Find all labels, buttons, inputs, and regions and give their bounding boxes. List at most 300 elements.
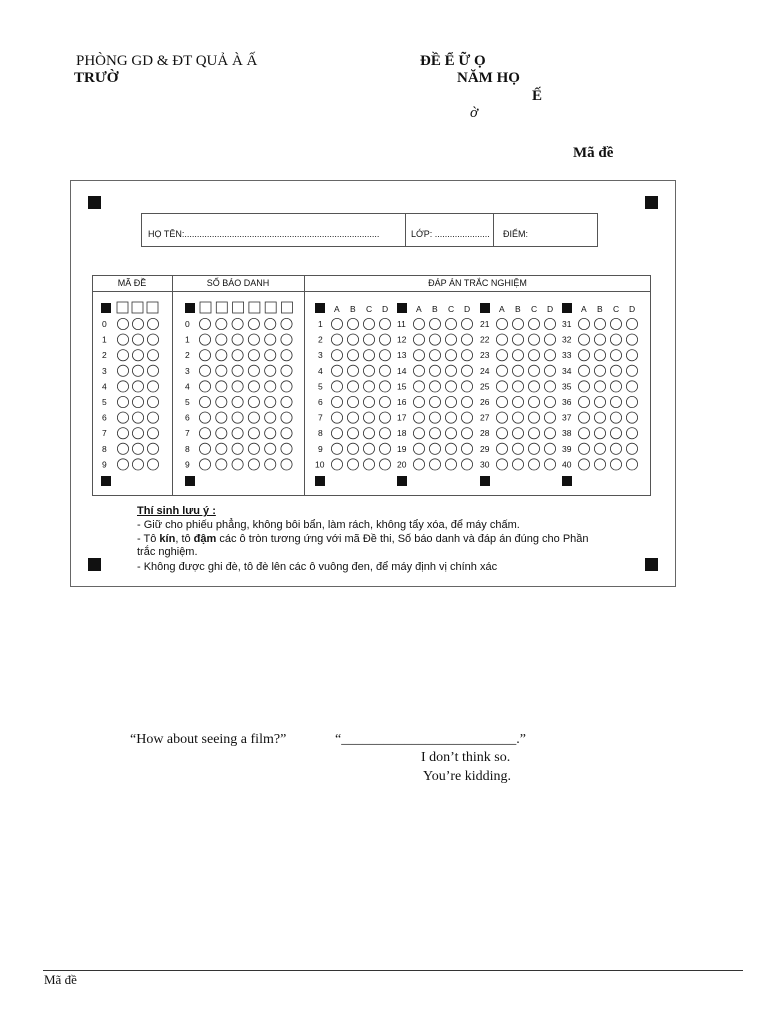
answer-bubble — [528, 428, 539, 439]
question-number: 9 — [318, 443, 323, 454]
question-number: 26 — [480, 397, 490, 407]
code-entry-box — [147, 302, 158, 313]
candidate-bubble — [265, 318, 276, 329]
answer-bubble — [512, 428, 523, 439]
answer-bubble — [594, 412, 605, 423]
notes-text: , tô — [175, 533, 194, 545]
answer-bubble — [610, 428, 621, 439]
candidate-bubble — [248, 365, 259, 376]
question-number: 18 — [397, 428, 407, 439]
code-bubble — [147, 318, 158, 329]
answer-bubble — [347, 396, 358, 407]
answer-bubble — [461, 350, 472, 361]
option-letter: A — [416, 304, 422, 314]
header-subject: Ế — [532, 88, 543, 104]
class-field-label: LỚP: ...................... — [411, 229, 490, 239]
answer-bubble — [461, 443, 472, 454]
answer-bubble — [610, 412, 621, 423]
answer-bubble — [610, 396, 621, 407]
answer-bubble — [578, 334, 589, 345]
answer-bubble — [528, 443, 539, 454]
answer-bubble — [429, 428, 440, 439]
answer-bubble — [496, 381, 507, 392]
candidate-bubble — [281, 412, 292, 423]
option-letter: D — [629, 304, 636, 314]
candidate-bubble — [281, 396, 292, 407]
question-number: 30 — [480, 459, 490, 470]
candidate-bubble — [281, 428, 292, 439]
answer-bubble — [347, 365, 358, 376]
question-number: 33 — [562, 350, 572, 361]
candidate-bubble — [216, 350, 227, 361]
question-number: 34 — [562, 365, 572, 376]
candidate-bubble — [265, 396, 276, 407]
question-number: 7 — [318, 412, 323, 423]
code-bubble — [132, 428, 143, 439]
answer-bubble — [331, 334, 342, 345]
answer-bubble — [496, 459, 507, 470]
candidate-entry-box — [265, 302, 276, 313]
answer-bubble — [347, 428, 358, 439]
answer-bubble — [413, 381, 424, 392]
answer-bubble — [626, 443, 637, 454]
notes-line-1: - Giữ cho phiếu phẳng, không bôi bẩn, làm rách, không tẩy xóa, để máy chấm. — [137, 519, 520, 531]
answer-bubble — [544, 412, 555, 423]
candidate-bubble — [216, 334, 227, 345]
row-digit: 3 — [102, 365, 107, 376]
answer-bubble — [512, 412, 523, 423]
answer-bubble — [461, 412, 472, 423]
option-letter: B — [597, 304, 603, 314]
code-bubble — [117, 350, 128, 361]
answer-bubble — [429, 350, 440, 361]
answer-bubble — [544, 334, 555, 345]
candidate-bubble — [232, 412, 243, 423]
code-bubble — [117, 459, 128, 470]
answer-bubble — [363, 396, 374, 407]
row-digit: 6 — [185, 412, 190, 423]
code-bubble — [132, 318, 143, 329]
option-letter: C — [613, 304, 620, 314]
answer-bubble — [379, 334, 390, 345]
answer-bubble — [544, 428, 555, 439]
answer-bubble — [544, 443, 555, 454]
answer-bubble — [594, 381, 605, 392]
answer-bubble — [445, 381, 456, 392]
answer-bubble — [594, 334, 605, 345]
row-digit: 0 — [185, 319, 190, 329]
exam-code-label: Mã đề — [573, 145, 614, 161]
notes-line-2 — [137, 533, 589, 545]
candidate-entry-box — [249, 302, 260, 313]
candidate-bubble — [199, 412, 210, 423]
notes-text: các ô tròn tương ứng với mã Đề thi, Số báo danh và đáp án đúng cho Phần — [216, 533, 589, 545]
answer-bubble — [445, 334, 456, 345]
code-bubble — [117, 396, 128, 407]
answer-bubble — [578, 365, 589, 376]
code-bubble — [132, 381, 143, 392]
answer-bubble — [512, 334, 523, 345]
row-digit: 1 — [102, 334, 107, 345]
notes-text: - Tô — [137, 533, 160, 545]
answer-bubble — [626, 412, 637, 423]
question-number: 3 — [318, 350, 323, 361]
answer-bubble — [347, 318, 358, 329]
section-exam-code: MÃ ĐỀ — [117, 278, 147, 288]
answer-bubble — [363, 381, 374, 392]
candidate-bubble — [248, 412, 259, 423]
answer-bubble — [379, 350, 390, 361]
answer-bubble — [594, 365, 605, 376]
answer-bubble — [347, 334, 358, 345]
answer-bubble — [379, 318, 390, 329]
answer-bubble — [610, 334, 621, 345]
candidate-bubble — [232, 428, 243, 439]
question-number: 31 — [562, 319, 572, 329]
question-number: 40 — [562, 459, 572, 470]
option-a: I don’t think so. — [421, 750, 511, 765]
header-school-dept: PHÒNG GD & ĐT QUẢ À Ấ — [76, 53, 258, 69]
candidate-bubble — [232, 350, 243, 361]
answer-bubble — [461, 334, 472, 345]
answer-bubble — [496, 334, 507, 345]
candidate-bubble — [216, 428, 227, 439]
answer-bubble — [331, 318, 342, 329]
answer-bubble — [594, 443, 605, 454]
candidate-bubble — [248, 428, 259, 439]
candidate-bubble — [265, 428, 276, 439]
code-bubble — [147, 412, 158, 423]
answer-bubble — [461, 365, 472, 376]
answer-bubble — [413, 318, 424, 329]
answer-bubble — [512, 443, 523, 454]
candidate-bubble — [199, 459, 210, 470]
option-b: You’re kidding. — [423, 769, 512, 784]
question-number: 5 — [318, 381, 323, 392]
question-number: 21 — [480, 319, 490, 329]
code-bubble — [117, 365, 128, 376]
answer-bubble — [578, 318, 589, 329]
candidate-bubble — [281, 365, 292, 376]
answer-bubble — [496, 318, 507, 329]
candidate-bubble — [281, 443, 292, 454]
row-digit: 4 — [185, 381, 190, 392]
answer-bubble — [347, 459, 358, 470]
answer-bubble — [413, 350, 424, 361]
answer-bubble — [331, 381, 342, 392]
candidate-bubble — [248, 381, 259, 392]
score-field-label: ĐIỂM: — [503, 229, 529, 239]
answer-bubble — [578, 459, 589, 470]
question-number: 38 — [562, 428, 572, 439]
question-number: 27 — [480, 412, 490, 423]
name-field-label: HỌ TÊN:.............................................................................. — [148, 229, 380, 239]
candidate-bubble — [199, 365, 210, 376]
answer-bubble — [544, 396, 555, 407]
question-number: 20 — [397, 459, 407, 470]
answer-bubble — [413, 412, 424, 423]
answer-bubble — [610, 381, 621, 392]
option-letter: C — [531, 304, 538, 314]
code-bubble — [132, 412, 143, 423]
candidate-bubble — [265, 443, 276, 454]
answer-bubble — [528, 396, 539, 407]
header-school-year: NĂM HỌ — [457, 70, 520, 86]
answer-bubble — [578, 443, 589, 454]
answer-bubble — [363, 428, 374, 439]
question-number: 29 — [480, 443, 490, 454]
answer-bubble — [413, 396, 424, 407]
row-digit: 9 — [102, 459, 107, 470]
code-bubble — [147, 365, 158, 376]
candidate-bubble — [216, 396, 227, 407]
candidate-bubble — [232, 443, 243, 454]
code-entry-box — [132, 302, 143, 313]
timing-mark — [562, 303, 572, 313]
answer-bubble — [461, 381, 472, 392]
candidate-bubble — [216, 318, 227, 329]
option-letter: A — [499, 304, 505, 314]
timing-mark — [397, 476, 407, 486]
candidate-bubble — [265, 334, 276, 345]
answer-bubble — [445, 428, 456, 439]
answer-bubble — [429, 381, 440, 392]
header-school-name: TRƯỜ — [74, 70, 119, 86]
answer-bubble — [445, 318, 456, 329]
candidate-bubble — [199, 443, 210, 454]
answer-bubble — [578, 428, 589, 439]
answer-bubble — [496, 365, 507, 376]
candidate-bubble — [265, 365, 276, 376]
question-blank: “_________________________.” — [335, 732, 526, 747]
row-digit: 8 — [102, 443, 107, 454]
code-bubble — [117, 318, 128, 329]
question-number: 1 — [318, 319, 323, 329]
code-bubble — [147, 459, 158, 470]
notes-line-4: - Không được ghi đè, tô đè lên các ô vuông đen, để máy định vị chính xác — [137, 561, 498, 573]
question-number: 10 — [315, 459, 325, 470]
code-bubble — [117, 428, 128, 439]
code-bubble — [117, 443, 128, 454]
candidate-bubble — [199, 334, 210, 345]
code-bubble — [147, 381, 158, 392]
answer-bubble — [544, 459, 555, 470]
answer-bubble — [528, 381, 539, 392]
answer-bubble — [379, 412, 390, 423]
row-digit: 8 — [185, 443, 190, 454]
answer-bubble — [610, 459, 621, 470]
candidate-bubble — [216, 443, 227, 454]
answer-bubble — [610, 350, 621, 361]
timing-mark — [101, 476, 111, 486]
answer-bubble — [331, 428, 342, 439]
answer-bubble — [363, 350, 374, 361]
question-number: 25 — [480, 381, 490, 392]
answer-bubble — [413, 365, 424, 376]
answer-bubble — [528, 318, 539, 329]
answer-bubble — [512, 350, 523, 361]
answer-bubble — [544, 381, 555, 392]
answer-bubble — [347, 350, 358, 361]
candidate-bubble — [232, 318, 243, 329]
answer-bubble — [363, 412, 374, 423]
code-bubble — [147, 334, 158, 345]
answer-bubble — [413, 334, 424, 345]
code-bubble — [147, 428, 158, 439]
candidate-entry-box — [282, 302, 293, 313]
candidate-bubble — [265, 381, 276, 392]
answer-bubble — [528, 412, 539, 423]
footer-exam-code: Mã đề — [44, 972, 77, 987]
answer-bubble — [379, 381, 390, 392]
question-number: 8 — [318, 428, 323, 439]
candidate-bubble — [216, 412, 227, 423]
option-letter: B — [432, 304, 438, 314]
answer-bubble — [626, 428, 637, 439]
answer-bubble — [594, 350, 605, 361]
row-digit: 6 — [102, 412, 107, 423]
question-number: 39 — [562, 443, 572, 454]
answer-bubble — [626, 459, 637, 470]
answer-bubble — [379, 428, 390, 439]
answer-bubble — [461, 459, 472, 470]
answer-bubble — [626, 350, 637, 361]
answer-bubble — [347, 381, 358, 392]
answer-bubble — [578, 396, 589, 407]
answer-bubble — [429, 443, 440, 454]
option-letter: B — [350, 304, 356, 314]
answer-bubble — [331, 350, 342, 361]
answer-bubble — [363, 443, 374, 454]
answer-bubble — [496, 396, 507, 407]
answer-bubble — [626, 381, 637, 392]
candidate-bubble — [216, 459, 227, 470]
answer-bubble — [445, 365, 456, 376]
answer-bubble — [594, 459, 605, 470]
answer-bubble — [610, 443, 621, 454]
candidate-bubble — [216, 365, 227, 376]
question-number: 28 — [480, 428, 490, 439]
row-digit: 5 — [185, 397, 190, 407]
row-digit: 2 — [102, 350, 107, 361]
answer-bubble — [445, 443, 456, 454]
candidate-bubble — [248, 334, 259, 345]
answer-bubble — [528, 350, 539, 361]
code-entry-box — [117, 302, 128, 313]
candidate-bubble — [248, 396, 259, 407]
answer-bubble — [429, 365, 440, 376]
row-digit: 7 — [102, 428, 107, 439]
answer-bubble — [461, 396, 472, 407]
answer-bubble — [445, 396, 456, 407]
answer-bubble — [363, 334, 374, 345]
row-digit: 4 — [102, 381, 107, 392]
timing-mark — [562, 476, 572, 486]
row-digit: 2 — [185, 350, 190, 361]
answer-bubble — [445, 459, 456, 470]
answer-bubble — [528, 365, 539, 376]
candidate-bubble — [232, 459, 243, 470]
option-letter: D — [547, 304, 554, 314]
timing-mark — [315, 303, 325, 313]
option-letter: C — [448, 304, 455, 314]
answer-bubble — [544, 350, 555, 361]
candidate-bubble — [199, 318, 210, 329]
code-bubble — [117, 334, 128, 345]
answer-bubble — [413, 459, 424, 470]
answer-bubble — [379, 396, 390, 407]
answer-bubble — [429, 459, 440, 470]
header-exam-title: ĐỀ Ể Ữ Ọ — [420, 53, 486, 69]
answer-bubble — [512, 396, 523, 407]
timing-mark — [101, 303, 111, 313]
timing-mark — [480, 476, 490, 486]
answer-bubble — [626, 365, 637, 376]
code-bubble — [147, 396, 158, 407]
answer-bubble — [331, 396, 342, 407]
notes-title: Thí sinh lưu ý : — [137, 505, 216, 517]
question-number: 15 — [397, 381, 407, 392]
candidate-bubble — [248, 459, 259, 470]
candidate-bubble — [281, 350, 292, 361]
answer-bubble — [578, 350, 589, 361]
question-number: 36 — [562, 397, 572, 407]
timing-mark — [185, 476, 195, 486]
candidate-bubble — [248, 318, 259, 329]
section-candidate-number: SỐ BÁO DANH — [206, 278, 270, 288]
row-digit: 0 — [102, 319, 107, 329]
answer-bubble — [429, 334, 440, 345]
candidate-entry-box — [233, 302, 244, 313]
candidate-bubble — [248, 350, 259, 361]
timing-mark — [315, 476, 325, 486]
candidate-bubble — [281, 381, 292, 392]
candidate-bubble — [248, 443, 259, 454]
answer-bubble — [331, 412, 342, 423]
answer-bubble — [413, 443, 424, 454]
answer-bubble — [363, 459, 374, 470]
timing-mark — [397, 303, 407, 313]
question-prompt: “How about seeing a film?” — [130, 732, 287, 747]
code-bubble — [132, 396, 143, 407]
code-bubble — [147, 350, 158, 361]
option-letter: C — [366, 304, 373, 314]
answer-bubble — [379, 443, 390, 454]
code-bubble — [132, 443, 143, 454]
answer-bubble — [445, 350, 456, 361]
code-bubble — [132, 459, 143, 470]
answer-bubble — [626, 334, 637, 345]
header-time: ờ — [470, 105, 479, 121]
candidate-bubble — [199, 396, 210, 407]
candidate-bubble — [265, 412, 276, 423]
option-letter: D — [464, 304, 471, 314]
answer-bubble — [445, 412, 456, 423]
option-letter: D — [382, 304, 389, 314]
answer-bubble — [363, 365, 374, 376]
answer-bubble — [626, 318, 637, 329]
option-letter: B — [515, 304, 521, 314]
candidate-entry-box — [200, 302, 211, 313]
answer-bubble — [429, 412, 440, 423]
question-number: 17 — [397, 412, 407, 423]
answer-bubble — [512, 365, 523, 376]
footer-rule — [43, 970, 743, 971]
answer-bubble — [544, 365, 555, 376]
code-bubble — [117, 381, 128, 392]
answer-bubble — [331, 365, 342, 376]
row-digit: 9 — [185, 459, 190, 470]
